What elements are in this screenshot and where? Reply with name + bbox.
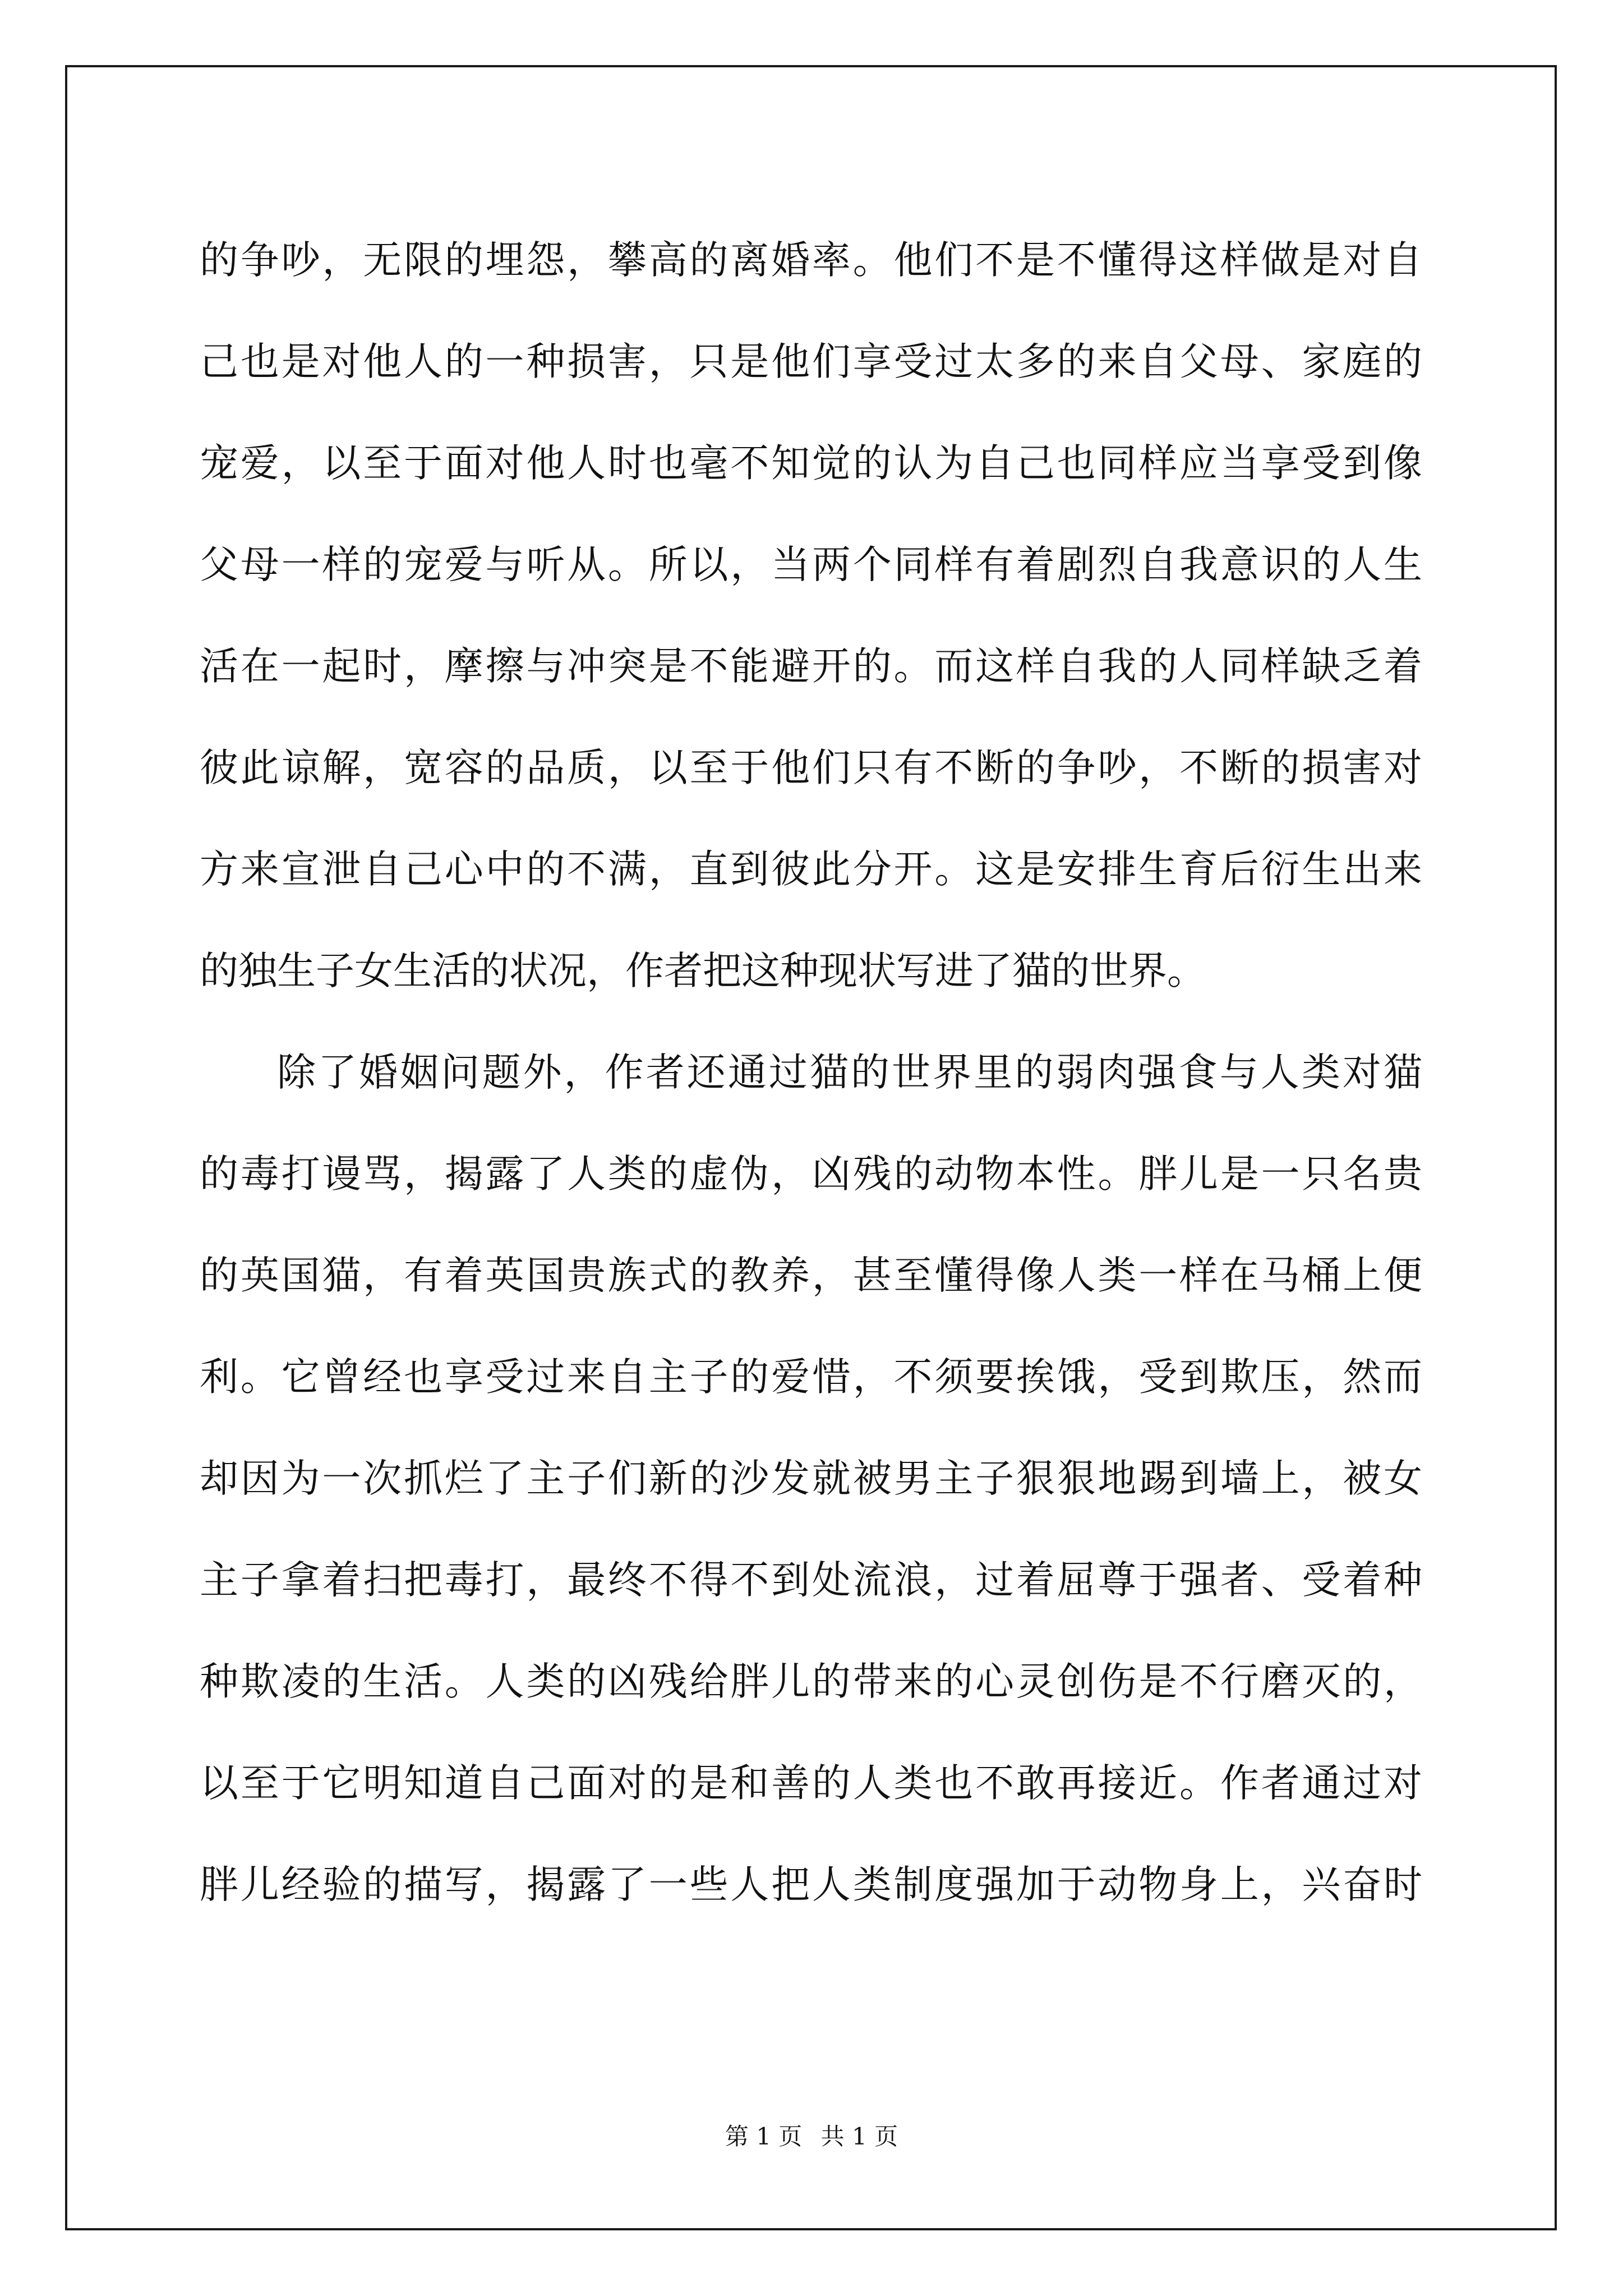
page-footer [0,2118,1623,2152]
text-line: 彼此谅解，宽容的品质，以至于他们只有不断的争吵，不断的损害对 [200,746,1422,790]
text-line: 以至于它明知道自己面对的是和善的人类也不敢再接近。作者通过对 [200,1761,1422,1806]
text-line: 利。它曾经也享受过来自主子的爱惜，不须要挨饿，受到欺压，然而 [200,1355,1422,1400]
text-line: 主子拿着扫把毒打，最终不得不到处流浪，过着屈尊于强者、受着种 [200,1558,1422,1603]
text-line: 的独生子女生活的状况，作者把这种现状写进了猫的世界。 [200,949,1206,993]
text-line: 的英国猫，有着英国贵族式的教养，甚至懂得像人类一样在马桶上便 [200,1253,1422,1298]
document-body [200,210,1422,1936]
text-line: 己也是对他人的一种损害，只是他们享受过太多的来自父母、家庭的 [200,339,1422,384]
text-line: 的争吵，无限的埋怨，攀高的离婚率。他们不是不懂得这样做是对自 [200,238,1422,283]
text-line: 父母一样的宠爱与听从。所以，当两个同样有着剧烈自我意识的人生 [200,542,1422,587]
text-line: 方来宣泄自己心中的不满，直到彼此分开。这是安排生育后衍生出来 [200,847,1422,892]
page-number: 第 1 页 [725,2123,803,2150]
text-line: 却因为一次抓烂了主子们新的沙发就被男主子狠狠地踢到墙上，被女 [200,1456,1422,1501]
paragraph-first-line: 除了婚姻问题外，作者还通过猫的世界里的弱肉强食与人类对猫 [277,1050,1422,1095]
text-line: 的毒打谩骂，揭露了人类的虚伪，凶残的动物本性。胖儿是一只名贵 [200,1152,1422,1197]
text-line: 宠爱，以至于面对他人时也毫不知觉的认为自己也同样应当享受到像 [200,441,1422,486]
page-total: 共 1 页 [820,2123,898,2150]
text-line: 胖儿经验的描写，揭露了一些人把人类制度强加于动物身上，兴奋时 [200,1862,1422,1907]
text-line: 种欺凌的生活。人类的凶残给胖儿的带来的心灵创伤是不行磨灭的， [200,1659,1422,1704]
text-line: 活在一起时，摩擦与冲突是不能避开的。而这样自我的人同样缺乏着 [200,644,1422,689]
